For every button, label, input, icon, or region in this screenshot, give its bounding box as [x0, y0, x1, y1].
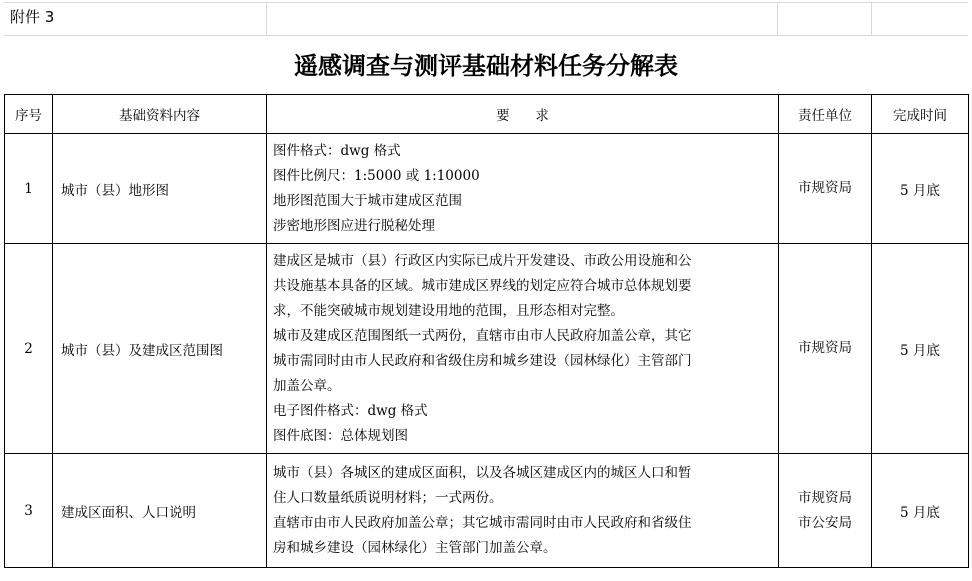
- spreadsheet-top-row: [4, 2, 968, 36]
- row-content: 城市（县）及建成区范围图: [53, 244, 267, 454]
- row-deadline: 5 月底: [872, 244, 969, 454]
- row-requirements: [267, 134, 779, 244]
- table-header-row: [5, 95, 969, 134]
- row-index: 2: [5, 244, 53, 454]
- requirement-line: 地形图范围大于城市建成区范围: [273, 192, 462, 209]
- header-deadline: 完成时间: [872, 95, 969, 134]
- requirement-line: 直辖市由市人民政府加盖公章；其它城市需同时由市人民政府和省级住: [273, 514, 692, 531]
- requirement-line: 加盖公章。: [273, 377, 341, 394]
- requirement-line: 图件格式：dwg 格式: [273, 142, 401, 159]
- requirement-line: 求，不能突破城市规划建设用地的范围，且形态相对完整。: [273, 302, 624, 319]
- requirement-line: 房和城乡建设（园林绿化）主管部门加盖公章。: [273, 539, 557, 556]
- header-content: 基础资料内容: [53, 95, 267, 134]
- task-table: [4, 94, 969, 568]
- row-unit: [779, 134, 872, 244]
- requirement-line: 住人口数量纸质说明材料；一式两份。: [273, 489, 503, 506]
- table-row: [5, 134, 969, 244]
- requirement-line: 城市需同时由市人民政府和省级住房和城乡建设（园林绿化）主管部门: [273, 352, 692, 369]
- header-requirements: 要 求: [267, 95, 779, 134]
- annex-label: 附件 3: [10, 8, 55, 26]
- row-requirements: [267, 244, 779, 454]
- row-index: 1: [5, 134, 53, 244]
- requirement-line: 电子图件格式：dwg 格式: [273, 402, 428, 419]
- document-title: 遥感调查与测评基础材料任务分解表: [294, 50, 678, 80]
- row-deadline: 5 月底: [872, 134, 969, 244]
- row-index: 3: [5, 454, 53, 568]
- requirement-line: 共设施基本具备的区域。城市建成区界线的划定应符合城市总体规划要: [273, 277, 692, 294]
- requirement-line: 城市（县）各城区的建成区面积，以及各城区建成区内的城区人口和暂: [273, 464, 692, 481]
- header-index: 序号: [5, 95, 53, 134]
- table-row: [5, 454, 969, 568]
- row-content: 城市（县）地形图: [53, 134, 267, 244]
- row-deadline: 5 月底: [872, 454, 969, 568]
- unit-name: 市规资局: [798, 180, 852, 196]
- requirement-line: 建成区是城市（县）行政区内实际已成片开发建设、市政公用设施和公: [273, 252, 692, 269]
- unit-name: 市规资局: [798, 340, 852, 356]
- requirement-line: 图件底图：总体规划图: [273, 427, 408, 444]
- requirement-line: 涉密地形图应进行脱秘处理: [273, 217, 435, 234]
- table-row: [5, 244, 969, 454]
- unit-name: 市规资局: [798, 489, 852, 506]
- row-content: 建成区面积、人口说明: [53, 454, 267, 568]
- row-unit: [779, 244, 872, 454]
- requirement-line: 图件比例尺：1:5000 或 1:10000: [273, 167, 480, 184]
- row-requirements: [267, 454, 779, 568]
- unit-name: 市公安局: [798, 514, 852, 531]
- header-unit: 责任单位: [779, 95, 872, 134]
- requirement-line: 城市及建成区范围图纸一式两份，直辖市由市人民政府加盖公章，其它: [273, 327, 692, 344]
- row-unit: [779, 454, 872, 568]
